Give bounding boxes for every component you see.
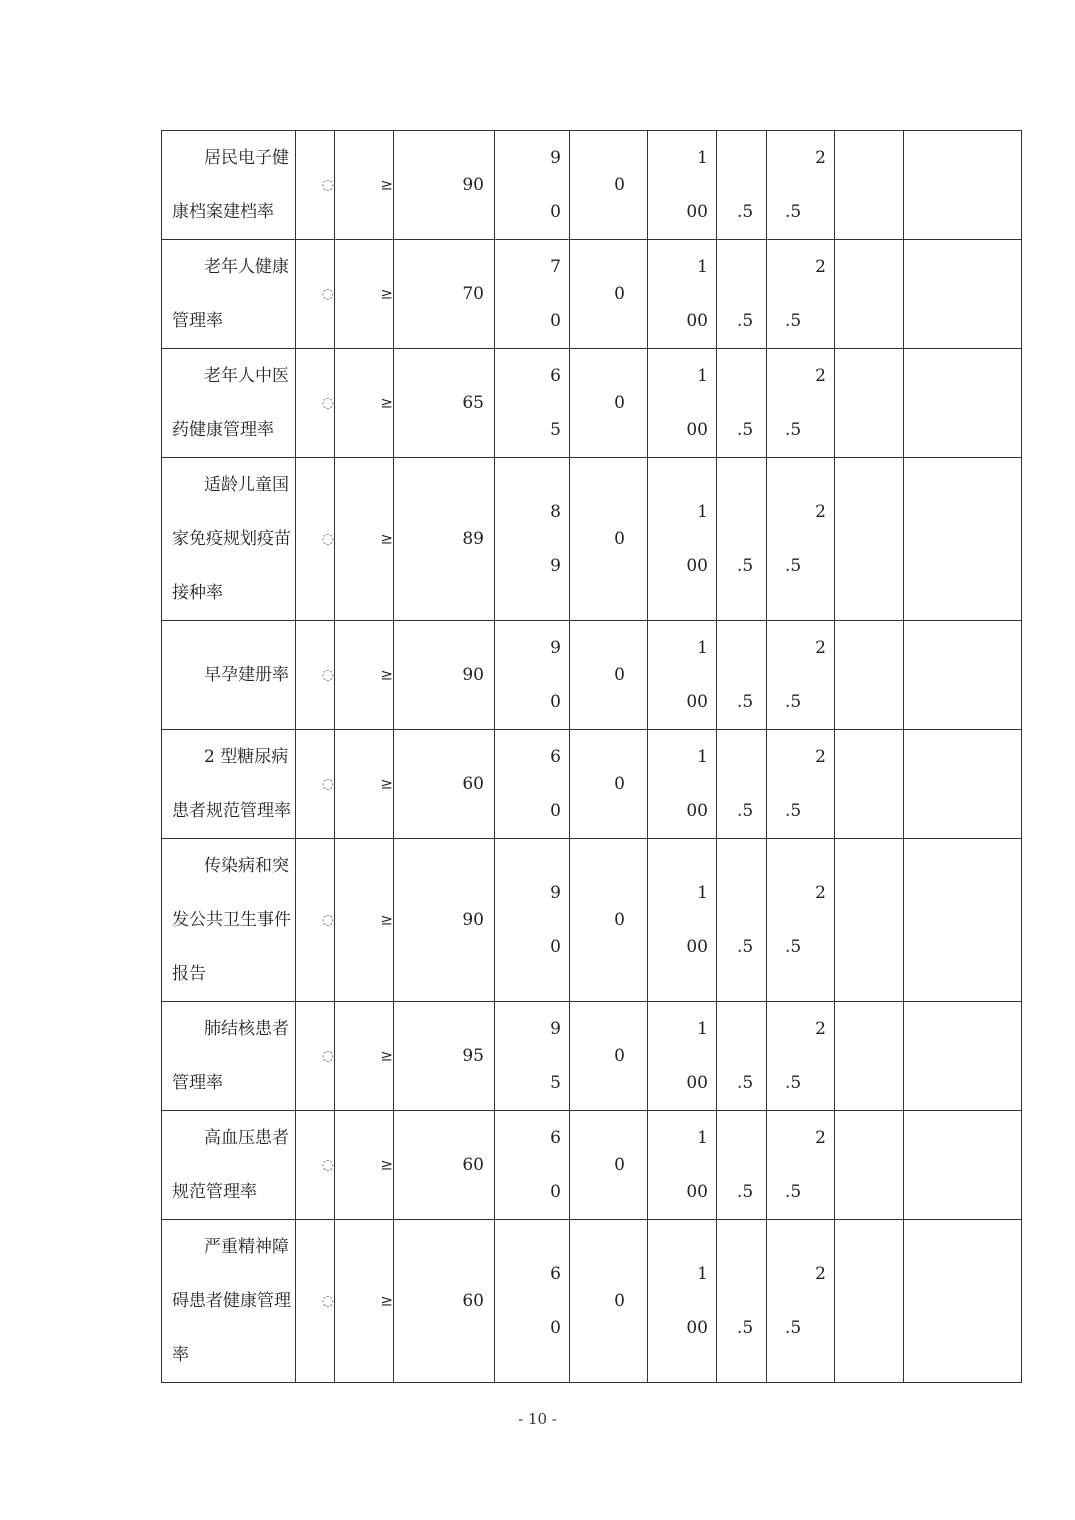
zero-text: 0 [614,393,625,413]
target-value [394,1220,495,1383]
actual-digit: 5 [550,420,561,440]
target-value [394,1002,495,1111]
score-top: 2 [815,257,826,277]
truncated-mark: ◌ [321,177,334,193]
table-row [162,1002,1022,1111]
score-bottom: .5 [785,556,802,576]
target-text: 90 [462,665,484,685]
indicator-name-line: 药健康管理率 [172,420,274,440]
weight-cell [296,730,335,839]
spacer [737,485,766,539]
target-value [394,349,495,458]
comparison-cell [335,730,394,839]
page-number: - 10 - [518,1410,557,1428]
zero-value [570,730,648,839]
indicator-name-cell [162,131,296,240]
hundred-part: 1 [697,148,708,168]
weight-cell [296,1111,335,1220]
hundred-value [648,1220,717,1383]
half-text: .5 [737,692,754,712]
indicator-name-cell [162,730,296,839]
weight-cell [296,458,335,621]
hundred-value [648,621,717,730]
indicator-name-line: 家免疫规划疫苗 [172,529,291,549]
indicator-name-line: 患者规范管理率 [172,801,291,821]
gte-symbol: ≥ [380,1291,393,1310]
hundred-part: 00 [686,311,708,331]
target-text: 90 [462,910,484,930]
gte-symbol: ≥ [380,910,393,929]
gte-symbol: ≥ [380,175,393,194]
score-bottom: .5 [785,420,802,440]
hundred-part: 1 [697,1264,708,1284]
spacer [737,131,766,185]
score-value [767,1220,835,1383]
gte-symbol: ≥ [380,284,393,303]
hundred-value [648,349,717,458]
indicator-name-line: 碍患者健康管理 [172,1291,291,1311]
half-value [717,621,767,730]
empty-cell [904,1111,1022,1220]
table-row [162,131,1022,240]
comparison-cell [335,131,394,240]
weight-cell [296,131,335,240]
zero-text: 0 [614,284,625,304]
target-text: 65 [462,393,484,413]
actual-value [495,131,570,240]
indicator-name-line: 规范管理率 [172,1182,257,1202]
empty-cell [904,730,1022,839]
target-value [394,240,495,349]
indicator-name-line: 高血压患者 [204,1128,289,1148]
target-text: 89 [462,529,484,549]
empty-cell [835,839,904,1002]
half-text: .5 [737,311,754,331]
actual-digit: 0 [550,1318,561,1338]
hundred-part: 00 [686,420,708,440]
hundred-value [648,131,717,240]
actual-digit: 9 [550,148,561,168]
hundred-part: 1 [697,1128,708,1148]
spacer [737,1002,766,1056]
zero-text: 0 [614,529,625,549]
hundred-part: 00 [686,1318,708,1338]
empty-cell [904,1002,1022,1111]
score-value [767,349,835,458]
zero-text: 0 [614,175,625,195]
truncated-mark: ◌ [321,912,334,928]
score-top: 2 [815,1019,826,1039]
indicator-name-line: 发公共卫生事件 [172,910,291,930]
table-row [162,730,1022,839]
truncated-mark: ◌ [321,395,334,411]
half-text: .5 [737,420,754,440]
target-value [394,730,495,839]
score-value [767,839,835,1002]
actual-digit: 9 [550,556,561,576]
empty-cell [904,839,1022,1002]
target-value [394,621,495,730]
half-text: .5 [737,937,754,957]
gte-symbol: ≥ [380,529,393,548]
empty-cell [904,131,1022,240]
zero-text: 0 [614,910,625,930]
indicator-name-cell [162,1220,296,1383]
actual-digit: 0 [550,1182,561,1202]
spacer [737,349,766,403]
weight-cell [296,349,335,458]
hundred-part: 1 [697,257,708,277]
spacer [737,1111,766,1165]
indicator-name-cell [162,458,296,621]
indicator-name-cell [162,240,296,349]
half-value [717,1111,767,1220]
score-top: 2 [815,502,826,522]
table-row [162,1220,1022,1383]
comparison-cell [335,1220,394,1383]
actual-value [495,1220,570,1383]
hundred-part: 1 [697,502,708,522]
half-value [717,730,767,839]
indicator-name-line: 率 [172,1345,189,1365]
zero-value [570,240,648,349]
indicator-name-line: 管理率 [172,1073,223,1093]
hundred-part: 1 [697,747,708,767]
indicator-name-line: 居民电子健 [204,148,289,168]
empty-cell [835,349,904,458]
table-row [162,839,1022,1002]
truncated-mark: ◌ [321,1048,334,1064]
indicator-name-line: 2 型糖尿病 [204,747,289,767]
actual-value [495,730,570,839]
half-value [717,839,767,1002]
table-row [162,458,1022,621]
half-value [717,349,767,458]
target-text: 95 [462,1046,484,1066]
hundred-part: 00 [686,1073,708,1093]
indicator-name-line: 适龄儿童国 [204,475,289,495]
weight-cell [296,240,335,349]
score-value [767,131,835,240]
comparison-cell [335,1002,394,1111]
target-text: 60 [462,774,484,794]
half-text: .5 [737,556,754,576]
spacer [737,240,766,294]
hundred-part: 00 [686,692,708,712]
actual-digit: 0 [550,801,561,821]
hundred-part: 00 [686,937,708,957]
zero-value [570,839,648,1002]
half-text: .5 [737,1318,754,1338]
half-value [717,1002,767,1111]
empty-cell [904,240,1022,349]
indicator-name-line: 老年人中医 [204,366,289,386]
hundred-part: 1 [697,1019,708,1039]
score-top: 2 [815,366,826,386]
indicator-name-line: 报告 [172,964,206,984]
zero-value [570,349,648,458]
target-text: 90 [462,175,484,195]
hundred-part: 00 [686,1182,708,1202]
empty-cell [904,349,1022,458]
truncated-mark: ◌ [321,286,334,302]
actual-digit: 9 [550,1019,561,1039]
indicator-name-line: 严重精神障 [204,1237,289,1257]
target-value [394,458,495,621]
spacer [737,621,766,675]
score-bottom: .5 [785,1073,802,1093]
score-bottom: .5 [785,1182,802,1202]
actual-digit: 7 [550,257,561,277]
empty-cell [835,240,904,349]
indicator-name-cell [162,1002,296,1111]
score-value [767,1111,835,1220]
weight-cell [296,1220,335,1383]
hundred-value [648,1111,717,1220]
zero-text: 0 [614,1155,625,1175]
half-text: .5 [737,202,754,222]
score-bottom: .5 [785,311,802,331]
hundred-value [648,839,717,1002]
actual-value [495,621,570,730]
target-value [394,839,495,1002]
comparison-cell [335,839,394,1002]
gte-symbol: ≥ [380,665,393,684]
score-value [767,458,835,621]
hundred-part: 00 [686,556,708,576]
zero-text: 0 [614,774,625,794]
zero-text: 0 [614,1291,625,1311]
table-row [162,349,1022,458]
empty-cell [835,1111,904,1220]
half-text: .5 [737,801,754,821]
actual-digit: 6 [550,1264,561,1284]
indicator-name-cell [162,839,296,1002]
target-value [394,131,495,240]
table-row [162,621,1022,730]
score-top: 2 [815,1128,826,1148]
target-value [394,1111,495,1220]
actual-digit: 0 [550,937,561,957]
hundred-value [648,1002,717,1111]
actual-digit: 0 [550,311,561,331]
half-text: .5 [737,1073,754,1093]
table-row [162,1111,1022,1220]
indicator-name-line: 接种率 [172,583,223,603]
hundred-part: 1 [697,883,708,903]
indicator-name-line: 传染病和突 [204,856,289,876]
gte-symbol: ≥ [380,774,393,793]
empty-cell [835,621,904,730]
table-row [162,240,1022,349]
hundred-part: 00 [686,801,708,821]
actual-digit: 6 [550,747,561,767]
target-text: 70 [462,284,484,304]
empty-cell [835,730,904,839]
actual-value [495,349,570,458]
score-bottom: .5 [785,1318,802,1338]
score-value [767,1002,835,1111]
score-value [767,730,835,839]
weight-cell [296,839,335,1002]
comparison-cell [335,349,394,458]
zero-value [570,621,648,730]
score-value [767,621,835,730]
indicator-name-line: 管理率 [172,311,223,331]
empty-cell [835,1220,904,1383]
spacer [737,866,766,920]
actual-digit: 6 [550,1128,561,1148]
score-top: 2 [815,883,826,903]
target-text: 60 [462,1155,484,1175]
zero-value [570,1002,648,1111]
empty-cell [904,1220,1022,1383]
gte-symbol: ≥ [380,1046,393,1065]
score-bottom: .5 [785,937,802,957]
indicator-name-line: 老年人健康 [204,257,289,277]
half-value [717,458,767,621]
indicator-name-cell [162,349,296,458]
indicator-table [161,130,1022,1383]
score-top: 2 [815,1264,826,1284]
score-value [767,240,835,349]
zero-text: 0 [614,1046,625,1066]
score-bottom: .5 [785,801,802,821]
score-top: 2 [815,148,826,168]
zero-value [570,1111,648,1220]
half-value [717,240,767,349]
score-bottom: .5 [785,202,802,222]
indicator-name-cell [162,1111,296,1220]
hundred-value [648,730,717,839]
hundred-part: 1 [697,366,708,386]
comparison-cell [335,621,394,730]
empty-cell [904,621,1022,730]
zero-value [570,131,648,240]
actual-digit: 0 [550,202,561,222]
target-text: 60 [462,1291,484,1311]
actual-value [495,839,570,1002]
half-text: .5 [737,1182,754,1202]
spacer [737,1247,766,1301]
score-top: 2 [815,747,826,767]
zero-text: 0 [614,665,625,685]
hundred-part: 1 [697,638,708,658]
actual-value [495,1111,570,1220]
truncated-mark: ◌ [321,1157,334,1173]
comparison-cell [335,240,394,349]
half-value [717,1220,767,1383]
empty-cell [835,131,904,240]
actual-digit: 0 [550,692,561,712]
truncated-mark: ◌ [321,531,334,547]
weight-cell [296,1002,335,1111]
actual-digit: 9 [550,638,561,658]
actual-digit: 5 [550,1073,561,1093]
zero-value [570,458,648,621]
gte-symbol: ≥ [380,1155,393,1174]
indicator-name-line: 康档案建档率 [172,202,274,222]
actual-digit: 8 [550,502,561,522]
empty-cell [835,458,904,621]
hundred-value [648,240,717,349]
zero-value [570,1220,648,1383]
actual-value [495,240,570,349]
indicator-name-cell [162,621,296,730]
truncated-mark: ◌ [321,776,334,792]
actual-value [495,1002,570,1111]
empty-cell [904,458,1022,621]
half-value [717,131,767,240]
gte-symbol: ≥ [380,393,393,412]
score-top: 2 [815,638,826,658]
empty-cell [835,1002,904,1111]
hundred-value [648,458,717,621]
weight-cell [296,621,335,730]
indicator-name-line: 肺结核患者 [204,1019,289,1039]
actual-digit: 6 [550,366,561,386]
spacer [737,730,766,784]
hundred-part: 00 [686,202,708,222]
actual-value [495,458,570,621]
actual-digit: 9 [550,883,561,903]
comparison-cell [335,1111,394,1220]
score-bottom: .5 [785,692,802,712]
truncated-mark: ◌ [321,667,334,683]
comparison-cell [335,458,394,621]
truncated-mark: ◌ [321,1293,334,1309]
indicator-name-line: 早孕建册率 [204,665,289,685]
